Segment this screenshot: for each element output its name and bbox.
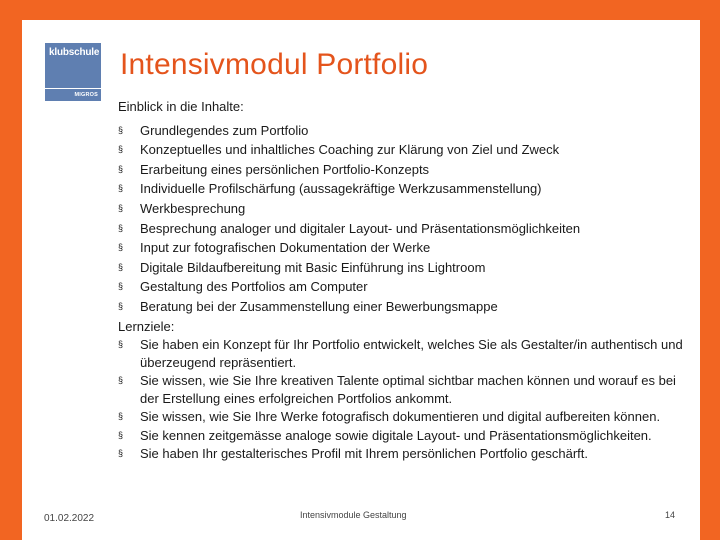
bullet-icon: § — [118, 183, 124, 194]
logo-sub-text: MIGROS — [74, 92, 98, 98]
logo-brand-text: klubschule — [49, 47, 100, 58]
list-item — [118, 408, 688, 426]
list-item-text: Sie haben Ihr gestalterisches Profil mit Ihrem persönlichen Portfolio geschärft. — [140, 446, 588, 462]
list-item — [118, 277, 688, 297]
list-item-text: Input zur fotografischen Dokumentation der Werke — [140, 240, 431, 256]
bullet-icon: § — [118, 261, 124, 272]
bullet-icon: § — [118, 242, 124, 253]
list-item — [118, 427, 688, 445]
list-item — [118, 121, 688, 141]
section-heading-goals: Lernziele: — [118, 318, 175, 334]
list-item-text: Sie wissen, wie Sie Ihre kreativen Talente optimal sichtbar machen können und worauf es bei der Erstellung eines erfolgreichen Portfolios ankommt. — [140, 373, 676, 406]
page-number: 14 — [665, 510, 676, 520]
footer-date: 01.02.2022 — [44, 513, 95, 524]
list-item-text: Gestaltung des Portfolios am Computer — [140, 279, 368, 295]
list-item — [118, 297, 688, 317]
goals-list — [118, 336, 688, 463]
list-item-text: Sie haben ein Konzept für Ihr Portfolio entwickelt, welches Sie als Gestalter/in authentisch und überzeugend repräsentiert. — [140, 337, 683, 370]
bullet-icon: § — [118, 375, 124, 386]
bullet-icon: § — [118, 448, 124, 459]
list-item-text: Besprechung analoger und digitaler Layout- und Präsentationsmöglichkeiten — [140, 220, 581, 236]
list-item-text: Grundlegendes zum Portfolio — [140, 122, 309, 138]
list-item — [118, 160, 688, 180]
list-item — [118, 140, 688, 160]
list-item-text: Erarbeitung eines persönlichen Portfolio-Konzepts — [140, 161, 430, 177]
list-item-text: Sie kennen zeitgemässe analoge sowie digitale Layout- und Präsentationsmöglichkeiten. — [140, 427, 652, 443]
list-item — [118, 179, 688, 199]
bullet-icon: § — [118, 222, 124, 233]
bullet-icon: § — [118, 163, 124, 174]
list-item — [118, 199, 688, 219]
list-item-text: Konzeptuelles und inhaltliches Coaching zur Klärung von Ziel und Zweck — [140, 142, 560, 158]
list-item-text: Sie wissen, wie Sie Ihre Werke fotografisch dokumentieren und digital aufbereiten können. — [140, 409, 661, 425]
list-item — [118, 336, 688, 371]
list-item-text: Individuelle Profilschärfung (aussagekräftige Werkzusammenstellung) — [140, 181, 542, 197]
bullet-icon: § — [118, 124, 124, 135]
slide-title: Intensivmodul Portfolio — [120, 48, 429, 81]
list-item-text: Beratung bei der Zusammenstellung einer Bewerbungsmappe — [140, 298, 498, 314]
bullet-icon: § — [118, 300, 124, 311]
list-item — [118, 219, 688, 239]
section-heading-contents: Einblick in die Inhalte: — [118, 99, 244, 114]
contents-list — [118, 121, 688, 317]
bullet-icon: § — [118, 429, 124, 440]
list-item — [118, 372, 688, 407]
list-item — [118, 258, 688, 278]
klubschule-logo — [45, 43, 101, 101]
logo-divider — [45, 88, 101, 89]
footer-title: Intensivmodule Gestaltung — [300, 510, 407, 520]
slide-content — [118, 97, 688, 464]
list-item-text: Werkbesprechung — [140, 200, 246, 216]
bullet-icon: § — [118, 144, 124, 155]
list-item — [118, 238, 688, 258]
bullet-icon: § — [118, 202, 124, 213]
bullet-icon: § — [118, 411, 124, 422]
list-item — [118, 445, 688, 463]
list-item-text: Digitale Bildaufbereitung mit Basic Einführung ins Lightroom — [140, 259, 486, 275]
bullet-icon: § — [118, 281, 124, 292]
bullet-icon: § — [118, 339, 124, 350]
